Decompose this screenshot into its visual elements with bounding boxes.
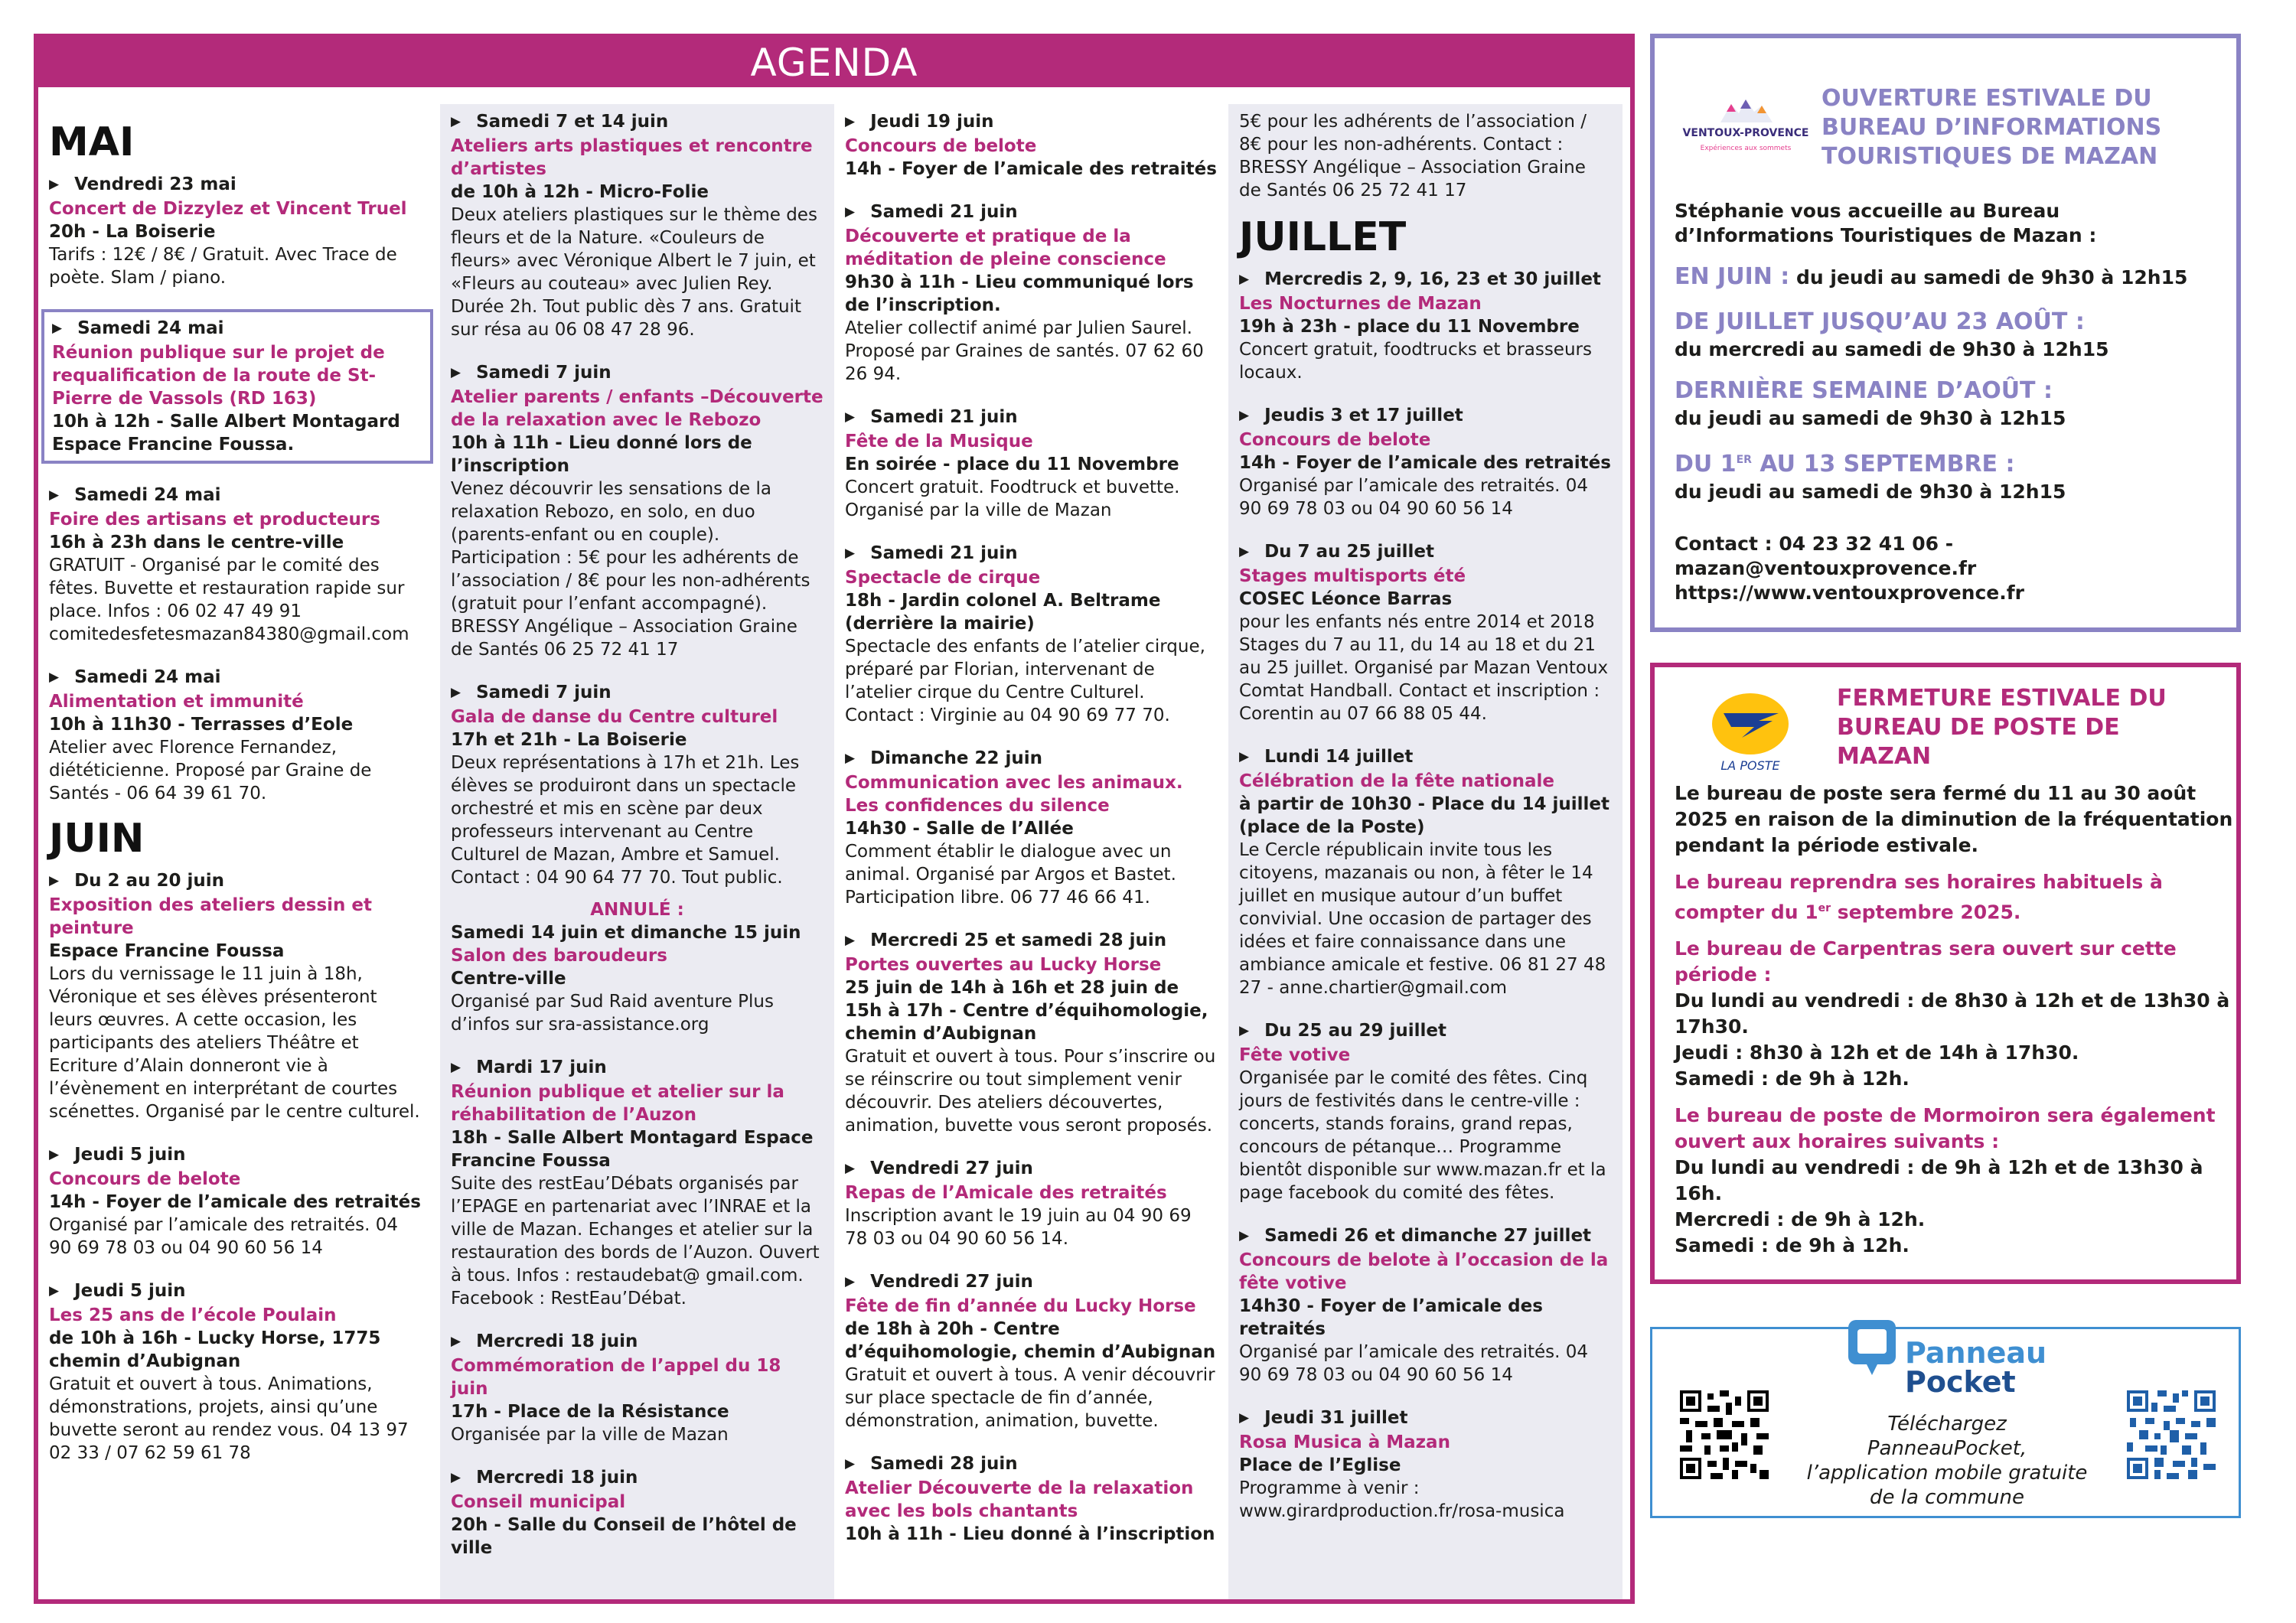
agenda-column-2: [440, 104, 834, 1599]
period-last-week-august: DERNIÈRE SEMAINE D’AOÛT :: [1675, 377, 2053, 404]
event-item: ▶ Samedi 26 et dimanche 27 juillet Concours de belote à l’occasion de la fête votive 14h30 - Foyer de l’amicale des retraités Organisé par l’amicale des retraités. 04 90 69 78 03 ou 04 90 60 56 14: [1239, 1224, 1612, 1387]
panneaupocket-panel: [1650, 1327, 2241, 1518]
agenda-frame: [34, 34, 1635, 1604]
event-item: ▶ Samedi 28 juin Atelier Découverte de la relaxation avec les bols chantants 10h à 11h - Lieu donné à l’inscription: [845, 1452, 1218, 1546]
period-september: DU 1ER AU 13 SEPTEMBRE :: [1675, 451, 2015, 477]
panneaupocket-download-text: Téléchargez PanneauPocket, l’application mobile gratuite de la commune: [1806, 1413, 2088, 1509]
event-item: ▶ Mercredi 18 juin Commémoration de l’appel du 18 juin 17h - Place de la Résistance Organisée par la ville de Mazan: [451, 1330, 823, 1446]
event-item: ▶ Samedi 21 juin Fête de la Musique En soirée - place du 11 Novembre Concert gratuit. Foodtruck et buvette. Organisé par la ville de Mazan: [845, 406, 1218, 522]
tourism-contact: Contact : 04 23 32 41 06 - mazan@ventouxprovence.fr: [1675, 533, 1977, 579]
svg-text:VENTOUX-PROVENCE: VENTOUX-PROVENCE: [1682, 127, 1809, 139]
qr-code-ios[interactable]: [2127, 1390, 2216, 1479]
tourism-office-panel: VENTOUX-PROVENCE Expériences aux sommets OUVERTURE ESTIVALE DU BUREAU D’INFORMATIONS TOURISTIQUES DE MAZAN Stéphanie vous accueille au Bureau d’Informations Touristiques de Mazan : EN JUIN : du jeudi au samedi de 9h30 à 12h15 DE JUILLET JUSQU’AU 23 AOÛT : du mercredi au samedi de 9h30 à 12h15 DERNIÈRE SEMAINE D’AOÛT : du jeudi au samedi de 9h30 à 12h15 DU 1ER AU 13 SEPTEMBRE : du jeudi au samedi de 9h30 à 12h15 Contact : 04 23 32 41 06 - mazan@ventouxprovence.fr https://www.ventouxprovence.fr: [1650, 34, 2241, 632]
event-item: ▶ Du 25 au 29 juillet Fête votive Organisée par le comité des fêtes. Cinq jours de festivités dans le centre-ville : concerts, stands forains, grand repas, concours de pétanque… Programme bientôt disponible sur www.mazan.fr et la page facebook du comité des fêtes.: [1239, 1019, 1612, 1204]
event-item: ▶ Samedi 7 juin Gala de danse du Centre culturel 17h et 21h - La Boiserie Deux représentations à 17h et 21h. Les élèves se produiront dans un spectacle orchestré et mis en scène par deux professeurs intervenant au Centre Culturel de Mazan, Ambre et Samuel. Contact : 04 90 64 77 70. Tout public.: [451, 681, 823, 889]
event-item: ▶ Jeudi 19 juin Concours de belote 14h - Foyer de l’amicale des retraités: [845, 110, 1218, 181]
event-item: ▶ Samedi 21 juin Découverte et pratique de la méditation de pleine conscience 9h30 à 11h - Lieu communiqué lors de l’inscription. Atelier collectif animé par Julien Saurel. Proposé par Graines de santés. 07 62 60 26 94.: [845, 200, 1218, 386]
event-item: ▶ Du 7 au 25 juillet Stages multisports été COSEC Léonce Barras pour les enfants nés entre 2014 et 2018 Stages du 7 au 11, du 14 au 18 et du 21 au 25 juillet. Organisé par Mazan Ventoux Comtat Handball. Contact et inscription : Corentin au 07 66 88 05 44.: [1239, 540, 1612, 725]
event-item: ▶ Vendredi 27 juin Fête de fin d’année du Lucky Horse de 18h à 20h - Centre d’équihomologie, chemin d’Aubignan Gratuit et ouvert à tous. A venir découvrir sur place spectacle de fin d’année, démonstration, animation, buvette.: [845, 1270, 1218, 1432]
event-item: ▶ Du 2 au 20 juin Exposition des ateliers dessin et peinture Espace Francine Foussa Lors du vernissage le 11 juin à 18h, Véronique et ses élèves présenteront leurs œuvres. A cette occasion, les participants des ateliers Théâtre et Ecriture d’Alain donneront vie à l’évènement en interprétant de courtes scénettes. Organisé par le centre culturel.: [49, 869, 426, 1123]
event-item: ▶ Vendredi 23 mai Concert de Dizzylez et Vincent Truel 20h - La Boiserie Tarifs : 12€ / 8€ / Gratuit. Avec Trace de poète. Slam / piano.: [49, 173, 426, 289]
event-item: ▶ Samedi 7 et 14 juin Ateliers arts plastiques et rencontre d’artistes de 10h à 12h - Micro-Folie Deux ateliers plastiques sur le thème des fleurs et de la Nature. «Couleurs de fleurs» avec Véronique Albert le 7 juin, et «Fleurs au couteau» avec Julien Rey. Durée 2h. Tout public dès 7 ans. Gratuit sur résa au 06 08 47 28 96.: [451, 110, 823, 341]
period-june: EN JUIN : du jeudi au samedi de 9h30 à 12h15: [1675, 263, 2188, 290]
event-item: ▶ Mardi 17 juin Réunion publique et atelier sur la réhabilitation de l’Auzon 18h - Salle Albert Montagard Espace Francine Foussa Suite des restEau’Débats organisés par l’EPAGE en partenariat avec l’INRAE et la ville de Mazan. Echanges et atelier sur la restauration des bords de l’Auzon. Ouvert à tous. Infos : restaudebat@ gmail.com. Facebook : RestEau’Débat.: [451, 1056, 823, 1310]
cancelled-label: ANNULÉ :: [590, 900, 684, 920]
event-item: ▶ Jeudi 5 juin Concours de belote 14h - Foyer de l’amicale des retraités Organisé par l’amicale des retraités. 04 90 69 78 03 ou 04 90 60 56 14: [49, 1143, 426, 1260]
event-item: ▶ Jeudi 31 juillet Rosa Musica à Mazan Place de l’Eglise Programme à venir : www.girardproduction.fr/rosa-musica: [1239, 1406, 1612, 1523]
event-item: ▶ Samedi 24 mai Alimentation et immunité 10h à 11h30 - Terrasses d’Eole Atelier avec Florence Fernandez, diététicienne. Proposé par Graine de Santés - 06 64 39 61 70.: [49, 666, 426, 805]
la-poste-logo: [1693, 690, 1808, 774]
agenda-title: AGENDA: [38, 38, 1630, 87]
panneaupocket-logo-icon: [1847, 1318, 1897, 1378]
qr-code-android[interactable]: [1680, 1390, 1769, 1479]
post-office-panel: LA POSTE FERMETURE ESTIVALE DU BUREAU DE POSTE DE MAZAN Le bureau de poste sera fermé du 11 au 30 août 2025 en raison de la diminution de la fréquentation pendant la période estivale. Le bureau reprendra ses horaires habituels à compter du 1er septembre 2025. Le bureau de Carpentras sera ouvert sur cette période : Du lundi au vendredi : de 8h30 à 12h et de 13h30 à 17h30. Jeudi : 8h30 à 12h et de 14h à 17h30. Samedi : de 9h à 12h. Le bureau de poste de Mormoiron sera également ouvert aux horaires suivants : Du lundi au vendredi : de 9h à 12h et de 13h30 à 16h. Mercredi : de 9h à 12h. Samedi : de 9h à 12h.: [1650, 663, 2241, 1284]
event-item: ▶ Samedi 7 juin Atelier parents / enfants –Découverte de la relaxation avec le Rebozo 10h à 11h - Lieu donné lors de l’inscription Venez découvrir les sensations de la relaxation Rebozo, en solo, en duo (parents-enfant ou en couple). Participation : 5€ pour les adhérents de l’association / 8€ pour les non-adhérents (gratuit pour l’enfant accompagné). BRESSY Angélique – Association Graine de Santés 06 25 72 41 17: [451, 361, 823, 661]
month-heading-mai: MAI: [49, 119, 135, 165]
event-item: ▶ Vendredi 27 juin Repas de l’Amicale des retraités Inscription avant le 19 juin au 04 90 69 78 03 ou 04 90 60 56 14.: [845, 1157, 1218, 1250]
tourism-intro: Stéphanie vous accueille au Bureau d’Informations Touristiques de Mazan :: [1675, 200, 2097, 246]
tourism-website-link[interactable]: https://www.ventouxprovence.fr: [1675, 582, 2024, 604]
post-office-title: FERMETURE ESTIVALE DU BUREAU DE POSTE DE MAZAN: [1837, 685, 2167, 770]
ventoux-provence-logo: [1682, 89, 1809, 165]
agenda-column-1: [38, 104, 436, 1599]
event-item-continued: 5€ pour les adhérents de l’association / 8€ pour les non-adhérents. Contact : BRESSY Angélique – Association Graine de Santés 06 25 72 41 17: [1239, 112, 1587, 200]
event-item: ▶ Mercredis 2, 9, 16, 23 et 30 juillet Les Nocturnes de Mazan 19h à 23h - place du 11 Novembre Concert gratuit, foodtrucks et brasseurs locaux.: [1239, 268, 1612, 384]
event-item: ▶ Samedi 21 juin Spectacle de cirque 18h - Jardin colonel A. Beltrame (derrière la mairie) Spectacle des enfants de l’atelier cirque, préparé par Florian, intervenant de l’atelier cirque du Centre Culturel. Contact : Virginie au 04 90 69 77 70.: [845, 542, 1218, 727]
svg-text:Expériences aux sommets: Expériences aux sommets: [1700, 145, 1792, 152]
event-item-cancelled: Samedi 14 juin et dimanche 15 juin Salon des baroudeurs Centre-ville Organisé par Sud Raid aventure Plus d’infos sur sra-assistance.org: [451, 923, 801, 1035]
panneaupocket-name: Panneau Pocket: [1905, 1336, 2047, 1399]
event-item: ▶ Jeudis 3 et 17 juillet Concours de belote 14h - Foyer de l’amicale des retraités Organisé par l’amicale des retraités. 04 90 69 78 03 ou 04 90 60 56 14: [1239, 404, 1612, 520]
event-item: ▶ Jeudi 5 juin Les 25 ans de l’école Poulain de 10h à 16h - Lucky Horse, 1775 chemin d’Aubignan Gratuit et ouvert à tous. Animations, démonstrations, projets, ainsi qu’une buvette seront au rendez vous. 04 13 97 02 33 / 07 62 59 61 78: [49, 1279, 426, 1465]
period-july-august: DE JUILLET JUSQU’AU 23 AOÛT :: [1675, 308, 2085, 335]
month-heading-juin: JUIN: [49, 816, 145, 862]
event-item: ▶ Dimanche 22 juin Communication avec les animaux. Les confidences du silence 14h30 - Salle de l’Allée Comment établir le dialogue avec un animal. Organisé par Argos et Bastet. Participation libre. 06 77 46 66 41.: [845, 747, 1218, 909]
event-item: ▶ Samedi 24 mai Foire des artisans et producteurs 16h à 23h dans le centre-ville GRATUIT - Organisé par le comité des fêtes. Buvette et restauration rapide sur place. Infos : 06 02 47 49 91 comitedesfetesmazan84380@gmail.com: [49, 484, 426, 646]
svg-text:LA POSTE: LA POSTE: [1720, 758, 1780, 773]
tourism-title: OUVERTURE ESTIVALE DU BUREAU D’INFORMATIONS TOURISTIQUES DE MAZAN: [1821, 85, 2162, 170]
agenda-column-4: [1228, 104, 1623, 1599]
month-heading-juillet: JUILLET: [1239, 214, 1407, 260]
event-item-highlighted: ▶ Samedi 24 mai Réunion publique sur le projet de requalification de la route de St-Pierre de Vassols (RD 163) 10h à 12h - Salle Albert Montagard Espace Francine Foussa.: [41, 309, 433, 464]
event-item: ▶ Mercredi 18 juin Conseil municipal 20h - Salle du Conseil de l’hôtel de ville: [451, 1466, 823, 1559]
event-item: ▶ Mercredi 25 et samedi 28 juin Portes ouvertes au Lucky Horse 25 juin de 14h à 16h et 28 juin de 15h à 17h - Centre d’équihomologie, chemin d’Aubignan Gratuit et ouvert à tous. Pour s’inscrire ou se réinscrire ou tout simplement venir découvrir. Des ateliers découvertes, animation, buvette vous seront proposés.: [845, 929, 1218, 1137]
agenda-column-3: [834, 104, 1228, 1599]
event-item: ▶ Lundi 14 juillet Célébration de la fête nationale à partir de 10h30 - Place du 14 juillet (place de la Poste) Le Cercle républicain invite tous les citoyens, mazanais ou non, à fêter le 14 juillet en musique autour d’un buffet convivial. Une occasion de partager des idées et faire connaissance dans une ambiance amicale et festive. 06 81 27 48 27 - anne.chartier@gmail.com: [1239, 745, 1612, 999]
